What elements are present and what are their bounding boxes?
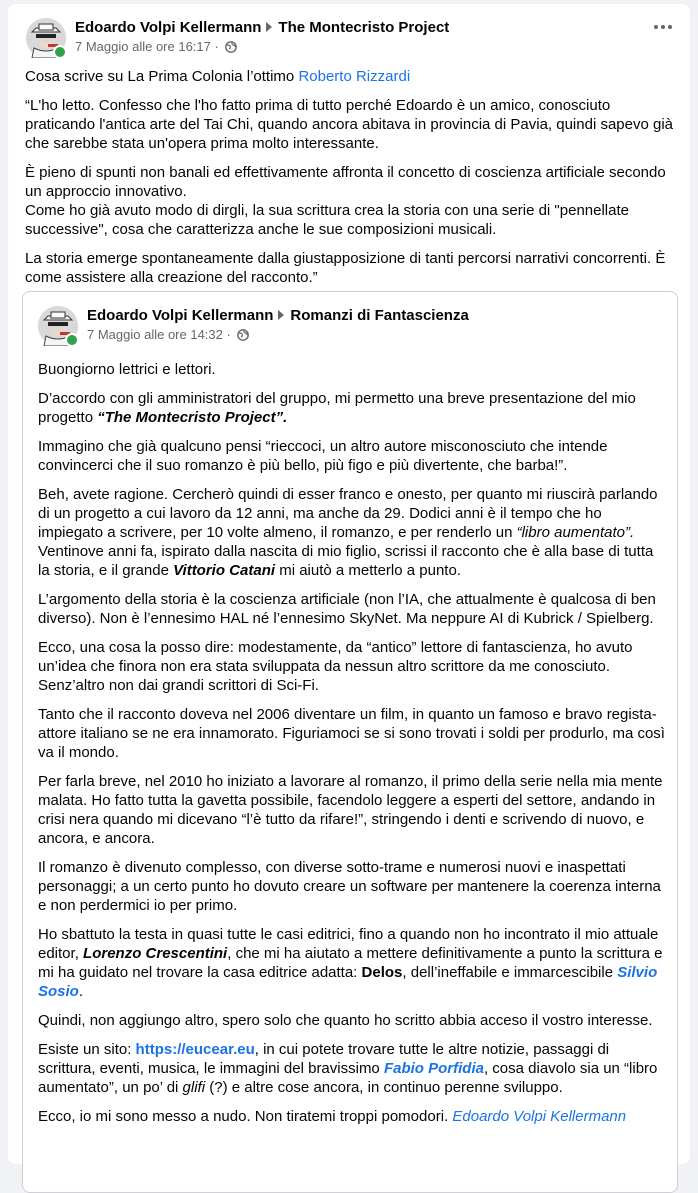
shared-post-body [38, 360, 666, 1136]
shared-group-name[interactable]: Romanzi di Fantascienza [290, 307, 469, 324]
triangle-arrow-icon [266, 22, 272, 32]
shared-paragraph: Ecco, una cosa la posso dire: modestamente, da “antico” lettore di fantascienza, ho avuto un’idea che finora non era stata sviluppata da nessun altro scrittore da me conosciuto. Senz’altro non dai grandi scrittori di Sci-Fi. [38, 639, 633, 694]
shared-author-name[interactable]: Edoardo Volpi Kellermann [87, 307, 274, 324]
intro-paragraph: Cosa scrive su La Prima Colonia l’ottimo Roberto Rizzardi [25, 68, 411, 85]
shared-paragraph: Il romanzo è divenuto complesso, con diverse sotto-trame e numerosi nuovi e inaspettati personaggi; a un certo punto ho dovuto creare un software per mantenere la coerenza interna e non perdermici io per primo. [38, 859, 661, 914]
shared-paragraph: Quindi, non aggiungo altro, spero solo che quanto ho scritto abbia acceso il vostro interesse. [38, 1012, 653, 1029]
triangle-arrow-icon [278, 310, 284, 320]
shared-paragraph: D’accordo con gli amministratori del gruppo, mi permetto una breve presentazione del mio progetto “The Montecristo Project”. [38, 390, 636, 426]
mention-link[interactable]: Fabio Porfidia [383, 1060, 484, 1077]
shared-paragraph: Ho sbattuto la testa in quasi tutte le casi editrici, fino a quando non ho incontrato il mio attuale editor, Lorenzo Crescentini, che mi ha aiutato a mettere definitivamente a punto la scrittura e mi ha guidato nel trovare la casa editrice adatta: Delos, dell’ineffabile e immarcescibile Silvio Sosio. [38, 926, 663, 1000]
more-dots-icon[interactable] [654, 22, 674, 32]
shared-paragraph: Per farla breve, nel 2010 ho iniziato a lavorare al romanzo, il primo della serie nella mia mente malata. Ho fatto tutta la gavetta possibile, facendolo leggere a esperti del settore, andando in crisi nera quando mi dicevano “l’è tutto da rifare!”, stringendo i denti e scrivendo di nuovo, e ancora, e ancora. [38, 773, 663, 847]
quote-paragraph-1: “L'ho letto. Confesso che l'ho fatto prima di tutto perché Edoardo è un amico, conosciuto praticando l'antica arte del Tai Chi, quando ancora abitava in provincia di Pavia, quindi sapevo già che sarebbe stata un'opera prima molto interessante. [25, 97, 674, 152]
shared-date-line [87, 326, 469, 346]
shared-paragraph: Buongiorno lettrici e lettori. [38, 361, 216, 378]
shared-paragraph: Tanto che il racconto doveva nel 2006 diventare un film, in quanto un famoso e bravo regista-attore italiano se ne era innamorato. Figuriamoci se si sono trovati i soldi per produrlo, ma così va il mondo. [38, 706, 665, 761]
mention-link[interactable]: Silvio Sosio [38, 964, 658, 1000]
shared-author-line [87, 306, 469, 326]
post-date-line [75, 38, 449, 58]
shared-paragraph: L’argomento della storia è la coscienza artificiale (non l’IA, che attualmente è qualcosa di ben diverso). Non è l’ennesimo HAL né l’ennesimo SkyNet. Ma neppure AI di Kubrick / Spielberg. [38, 591, 656, 627]
globe-icon [237, 328, 249, 346]
online-status-dot [53, 45, 67, 59]
quote-paragraph-3: La storia emerge spontaneamente dalla giustapposizione di tanti percorsi narrativi concorrenti. È come assistere alla creazione del racconto.” [25, 250, 666, 286]
globe-icon [225, 40, 237, 58]
shared-paragraph: Immagino che già qualcuno pensi “rieccoci, un altro autore misconosciuto che intende convincerci che il suo romanzo è più bello, più figo e più divertente, che barba!”. [38, 438, 608, 474]
group-name[interactable]: The Montecristo Project [278, 19, 450, 36]
shared-timestamp[interactable]: 7 Maggio alle ore 14:32 · [87, 327, 231, 342]
shared-paragraph: Esiste un sito: https://eucear.eu, in cui potete trovare tutte le altre notizie, passaggi di scrittura, eventi, musica, le immagini del bravissimo Fabio Porfidia, cosa diavolo sia un “libro aumentato”, un po’ di glifi (?) e altre cose ancora, in continuo perenne sviluppo. [38, 1041, 658, 1096]
post-meta [75, 18, 449, 58]
shared-post-header [38, 306, 469, 346]
post-body [25, 67, 675, 297]
quote-paragraph-2: È pieno di spunti non banali ed effettivamente affronta il concetto di coscienza artificiale secondo un approccio innovativo. Come ho già avuto modo di dirgli, la sua scrittura crea la storia con una serie di "pennellate successive", cosa che caratterizza anche le sue composizioni musicali. [25, 164, 666, 238]
mention-link[interactable]: Roberto Rizzardi [298, 68, 411, 85]
post-header [26, 18, 449, 58]
mention-link[interactable]: Edoardo Volpi Kellermann [452, 1108, 627, 1125]
shared-paragraph: Beh, avete ragione. Cercherò quindi di esser franco e onesto, per quanto mi riuscirà parlando di un progetto a cui lavoro da 12 anni, ma anche da 29. Dodici anni è il tempo che ho impiegato a scrivere, per 10 volte almeno, il romanzo, e per renderlo un “libro aumentato”. Ventinove anni fa, ispirato dalla nascita di mio figlio, scrissi il racconto che è alla base di tutta la storia, e il grande Vittorio Catani mi aiutò a metterlo a punto. [38, 486, 658, 579]
shared-paragraph: Ecco, io mi sono messo a nudo. Non tiratemi troppi pomodori. Edoardo Volpi Kellermann [38, 1108, 627, 1125]
post-timestamp[interactable]: 7 Maggio alle ore 16:17 · [75, 39, 219, 54]
shared-post-meta [87, 306, 469, 346]
post-card [8, 4, 690, 1164]
website-link[interactable]: https://eucear.eu [135, 1041, 255, 1058]
online-status-dot [65, 333, 79, 347]
author-line [75, 18, 449, 38]
author-name[interactable]: Edoardo Volpi Kellermann [75, 19, 262, 36]
shared-post[interactable] [22, 291, 678, 1193]
avatar[interactable] [26, 18, 66, 58]
shared-avatar[interactable] [38, 306, 78, 346]
